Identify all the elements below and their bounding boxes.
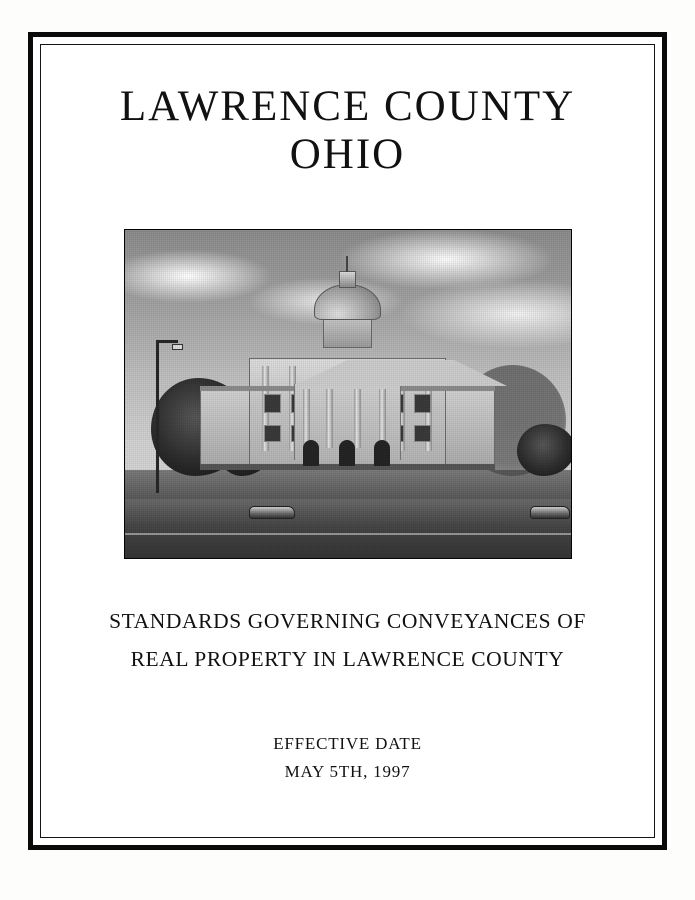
subtitle-line-1: STANDARDS GOVERNING CONVEYANCES OF	[109, 609, 586, 634]
photo-entrance-door	[374, 440, 390, 466]
photo-dome-drum	[323, 319, 372, 349]
photo-portico-column	[303, 389, 310, 448]
photo-window	[264, 425, 281, 443]
effective-date-value: MAY 5TH, 1997	[284, 761, 411, 781]
photo-car-right	[530, 506, 570, 519]
photo-window	[264, 394, 281, 413]
photo-portico-column	[379, 389, 386, 448]
photo-pediment	[294, 360, 507, 386]
cover-content	[52, 56, 643, 826]
photo-window	[414, 425, 431, 443]
cover-title	[52, 84, 643, 181]
photo-street-lamp-pole	[156, 342, 159, 493]
cover-subtitle	[52, 603, 643, 678]
photo-shrub-right	[517, 424, 572, 476]
title-line-state: OHIO	[289, 131, 406, 179]
title-line-county: LAWRENCE COUNTY	[119, 83, 576, 130]
courthouse-photo	[124, 229, 572, 559]
effective-date-label: EFFECTIVE DATE	[273, 734, 422, 754]
effective-date-block	[52, 730, 643, 784]
subtitle-line-2: REAL PROPERTY IN LAWRENCE COUNTY	[130, 646, 565, 671]
photo-entrance-door	[303, 440, 319, 466]
photo-street-lamp-arm	[156, 340, 178, 343]
photo-portico-column	[326, 389, 333, 448]
photo-street	[125, 499, 571, 558]
photo-street-lamp-head	[172, 344, 183, 350]
photo-street-line	[125, 533, 571, 535]
photo-spire	[346, 256, 348, 272]
photo-car-left	[249, 506, 295, 519]
photo-portico-column	[354, 389, 361, 448]
courthouse-photo-image	[125, 230, 571, 558]
photo-window	[414, 394, 431, 413]
photo-entrance-door	[339, 440, 355, 466]
photo-cupola	[339, 271, 357, 287]
